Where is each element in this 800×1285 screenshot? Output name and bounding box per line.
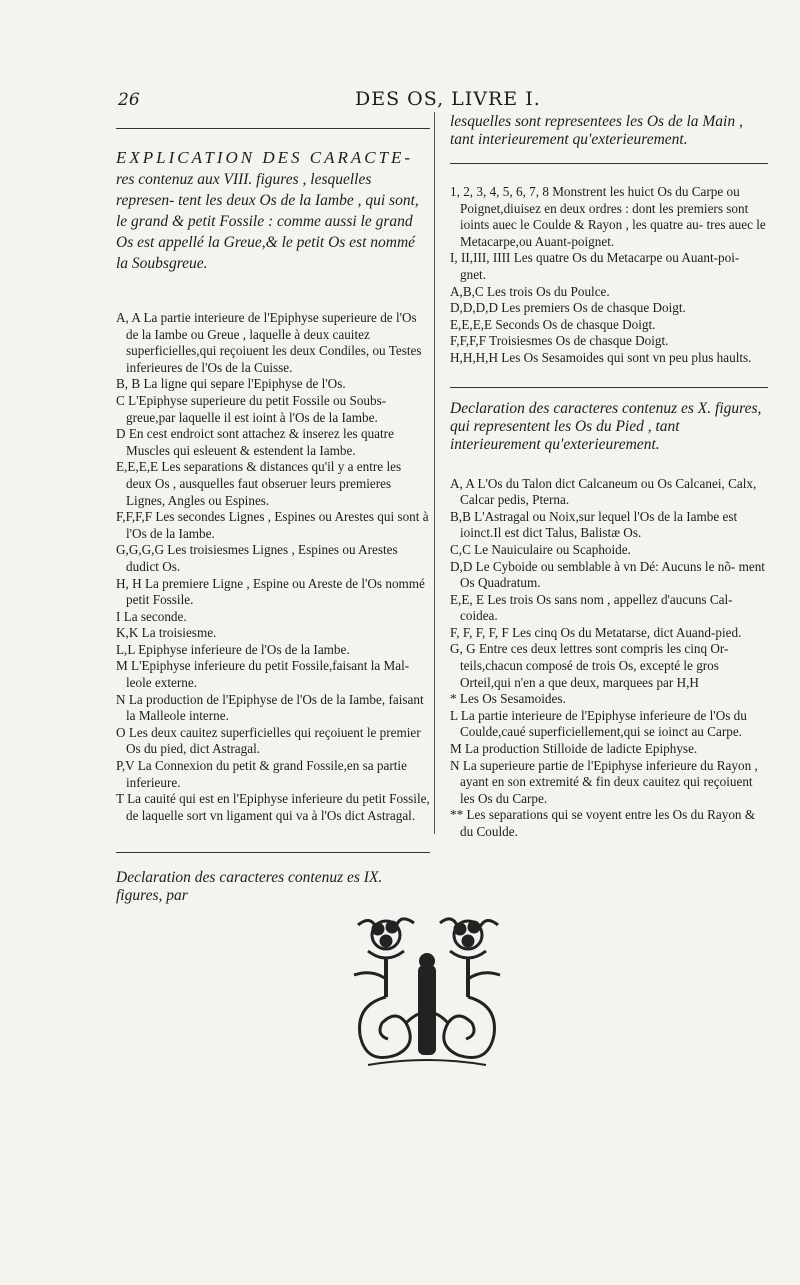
foot-legend-list <box>450 476 768 841</box>
list-item: I, II,III, IIII Les quatre Os du Metacarpe ou Auant-poi- gnet. <box>450 250 740 282</box>
list-item: M La production Stilloide de ladicte Epiphyse. <box>450 741 698 757</box>
list-item: F, F, F, F, F Les cinq Os du Metatarse, dict Auand-pied. <box>450 624 742 640</box>
column-divider <box>434 112 435 834</box>
continued-heading: lesquelles sont representees les Os de la Main , tant interieurement qu'exterieurement. <box>450 113 743 148</box>
list-item: F,F,F,F Troisiesmes Os de chasque Doigt. <box>450 333 669 349</box>
left-column <box>116 128 430 905</box>
list-item: N La production de l'Epiphyse de l'Os de la Iambe, faisant la Malleole interne. <box>116 691 424 724</box>
section-rule <box>450 387 768 388</box>
list-item: G,G,G,G Les troisiesmes Lignes , Espines ou Arestes dudict Os. <box>116 542 398 574</box>
heading-text: res contenuz aux VIII. figures , lesquelles represen- tent les deux Os de la Iambe , qui sont, le grand & petit Fossile : comme aussi le grand Os est appellé la Greue,& le petit Os est nommé la Soubsgreue. <box>116 171 419 272</box>
section-heading <box>116 147 430 274</box>
list-item: E,E,E,E Seconds Os de chasque Doigt. <box>450 316 656 332</box>
list-item: A, A L'Os du Talon dict Calcaneum ou Os Calcanei, Calx, Calcar pedis, Pterna. <box>450 475 757 508</box>
list-item: K,K La troisiesme. <box>116 625 217 641</box>
list-item: ** Les separations qui se voyent entre les Os du Rayon & du Coulde. <box>450 807 756 839</box>
section-heading: Declaration des caracteres contenuz es X. figures, qui representent les Os du Pied , tant interieurement qu'exterieurement. <box>450 399 762 453</box>
list-item: O Les deux cauitez superficielles qui reçoiuent le premier Os du pied, dict Astragal. <box>116 724 421 757</box>
list-item: A, A La partie interieure de l'Epiphyse superieure de l'Os de la Iambe ou Greue , laquelle à deux cauitez superficielles,qui reçoiuent les deux Condiles, ou Testes inferieures de l'Os de la Cuisse. <box>116 310 422 375</box>
list-item: H, H La premiere Ligne , Espine ou Areste de l'Os nommé petit Fossile. <box>116 575 425 608</box>
list-item: N La superieure partie de l'Epiphyse inferieure du Rayon , ayant en son extremité & fin deux cauitez qui reçoiuent les Os du Carpe. <box>450 757 758 806</box>
list-item: E,E,E,E Les separations & distances qu'il y a entre les deux Os , ausquelles faut obseruer leurs premieres Lignes, Angles ou Espines. <box>116 459 402 508</box>
list-item: T La cauité qui est en l'Epiphyse inferieure du petit Fossile, de laquelle sort vn ligament qui va à l'Os dict Astragal. <box>116 791 430 823</box>
list-item: * Les Os Sesamoides. <box>450 691 566 707</box>
list-item: C,C Le Nauiculaire ou Scaphoide. <box>450 541 631 557</box>
floral-initial-ornament-icon <box>348 905 508 1075</box>
list-item: C L'Epiphyse superieure du petit Fossile ou Soubs- greue,par laquelle il est ioint à l'Os de la Iambe. <box>116 392 387 425</box>
list-item: G, G Entre ces deux lettres sont compris les cinq Or- teils,chacun composé de trois Os, excepté le gros Orteil,qui n'en a que deux, marquees par H,H <box>450 641 729 690</box>
list-item: 1, 2, 3, 4, 5, 6, 7, 8 Monstrent les huict Os du Carpe ou Poignet,diuisez en deux ordres : dont les premiers sont ioints auec le Coulde & Rayon , les quatre au- tres auec le Metacarpe,ou Auant-poignet. <box>450 184 766 249</box>
list-item: H,H,H,H Les Os Sesamoides qui sont vn peu plus haults. <box>450 349 752 365</box>
list-item: B,B L'Astragal ou Noix,sur lequel l'Os de la Iambe est ioinct.Il est dict Talus, Balistæ Os. <box>450 508 738 541</box>
list-item: P,V La Connexion du petit & grand Fossile,en sa partie inferieure. <box>116 758 407 790</box>
list-item: D En cest endroict sont attachez & inserez les quatre Muscles qui esleuent & estendent la Iambe. <box>116 426 394 458</box>
right-column <box>450 113 768 841</box>
list-item: L,L Epiphyse inferieure de l'Os de la Iambe. <box>116 641 350 657</box>
footer-heading: Declaration des caracteres contenuz es IX. figures, par <box>116 869 383 905</box>
list-item: A,B,C Les trois Os du Poulce. <box>450 283 610 299</box>
section-rule <box>450 163 768 164</box>
heading-caps: EXPLICATION DES CARACTE- <box>116 148 414 167</box>
legend-list <box>116 310 430 824</box>
hand-legend-list <box>450 184 768 367</box>
list-item: F,F,F,F Les secondes Lignes , Espines ou Arestes qui sont à l'Os de la Iambe. <box>116 509 429 541</box>
list-item: E,E, E Les trois Os sans nom , appellez d'aucuns Cal- coidea. <box>450 591 733 624</box>
list-item: L La partie interieure de l'Epiphyse inferieure de l'Os du Coulde,caué superficiellement,qui se ioinct au Carpe. <box>450 707 747 740</box>
list-item: D,D Le Cyboide ou semblable à vn Dé: Aucuns le nõ- ment Os Quadratum. <box>450 558 765 591</box>
page-number: 26 <box>118 90 140 110</box>
list-item: M L'Epiphyse inferieure du petit Fossile,faisant la Mal- leole externe. <box>116 658 410 691</box>
running-title: DES OS, LIVRE I. <box>355 88 541 110</box>
list-item: D,D,D,D Les premiers Os de chasque Doigt. <box>450 300 686 316</box>
section-rule <box>116 128 430 129</box>
section-rule <box>116 852 430 853</box>
list-item: I La seconde. <box>116 608 187 624</box>
list-item: B, B La ligne qui separe l'Epiphyse de l'Os. <box>116 376 346 392</box>
